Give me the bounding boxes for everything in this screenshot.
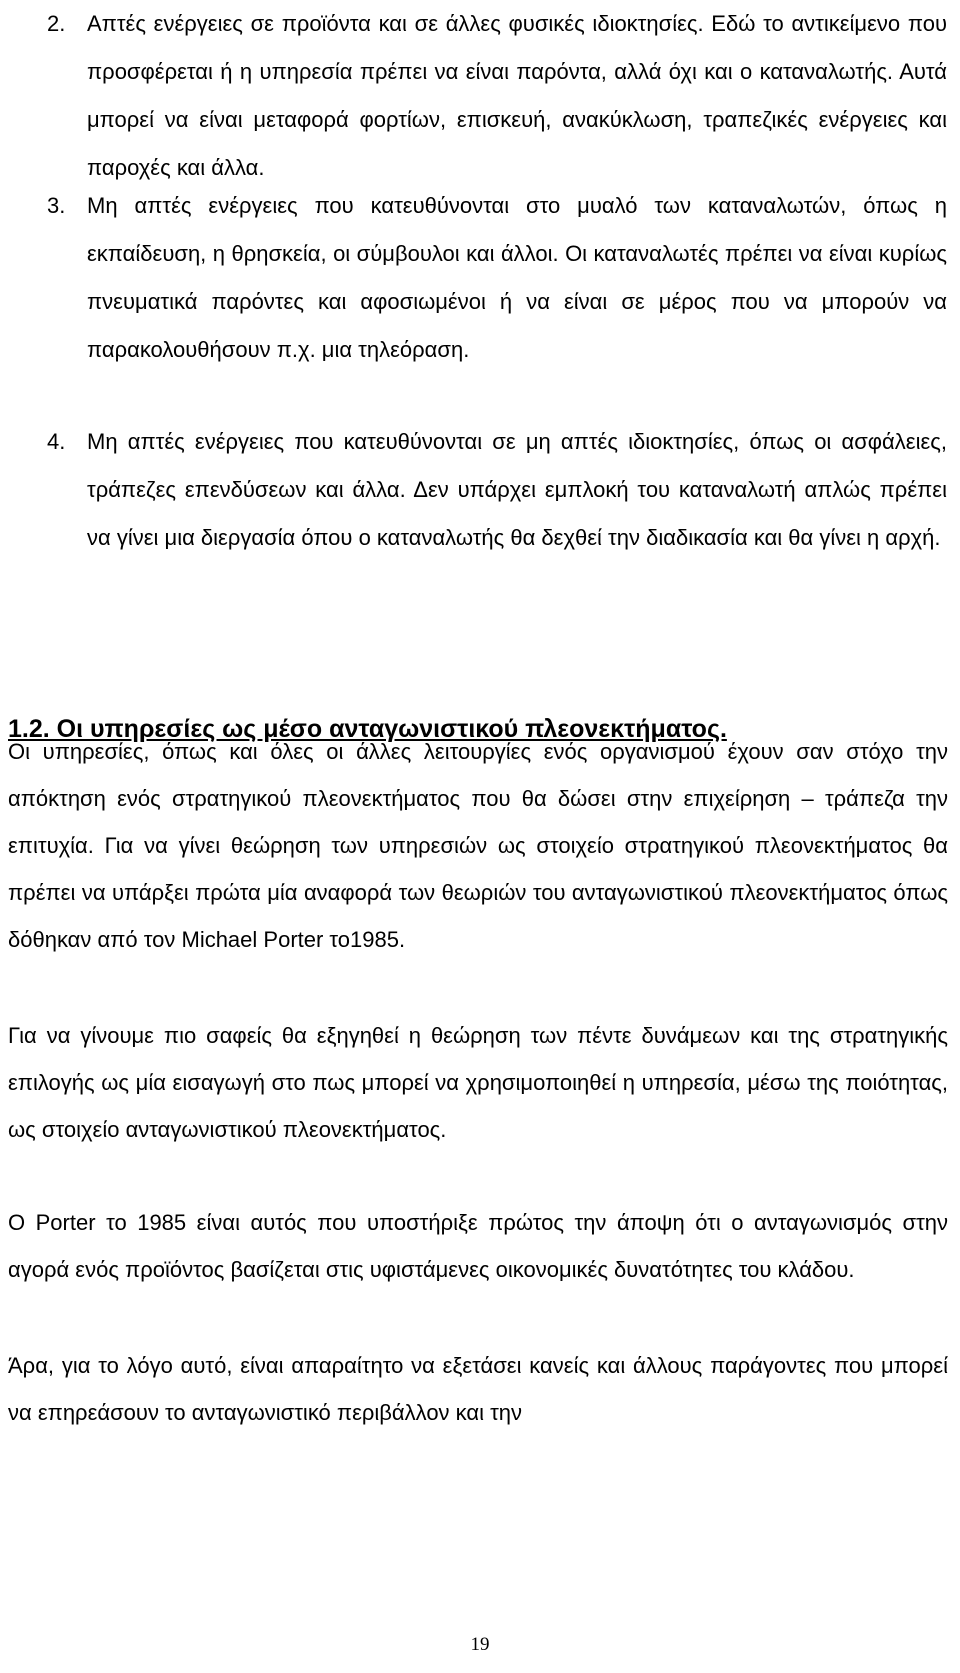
body-paragraph: Οι υπηρεσίες, όπως και όλες οι άλλες λειτουργίες ενός οργανισμού έχουν σαν στόχο την απόκτηση ενός στρατηγικού πλεονεκτήματος που θα δώσει στην επιχείρηση – τράπεζα την επιτυχία. Για να γίνει θεώρηση των υπηρεσιών ως στοιχείο στρατηγικού πλεονεκτήματος θα πρέπει να υπάρξει πρώτα μία αναφορά των θεωριών του ανταγωνιστικού πλεονεκτήματος όπως δόθηκαν από τον Michael Porter το1985. xyxy=(8,739,948,952)
list-item xyxy=(47,418,947,562)
list-item-number: 2. xyxy=(47,11,66,36)
list-item-text: Μη απτές ενέργειες που κατευθύνονται σε μη απτές ιδιοκτησίες, όπως οι ασφάλειες, τράπεζες επενδύσεων και άλλα. Δεν υπάρχει εμπλοκή του καταναλωτή απλώς πρέπει να γίνει μια διεργασία όπου ο καταναλωτής θα δεχθεί την διαδικασία και θα γίνει η αρχή. xyxy=(87,429,947,550)
list-item-number: 4. xyxy=(47,429,66,454)
body-paragraph: Άρα, για το λόγο αυτό, είναι απαραίτητο να εξετάσει κανείς και άλλους παράγοντες που μπορεί να επηρεάσουν το ανταγωνιστικό περιβάλλον και την xyxy=(8,1353,948,1425)
body-paragraph: Για να γίνουμε πιο σαφείς θα εξηγηθεί η θεώρηση των πέντε δυνάμεων και της στρατηγικής επιλογής ως μία εισαγωγή στο πως μπορεί να χρησιμοποιηθεί η υπηρεσία, μέσω της ποιότητας, ως στοιχείο ανταγωνιστικού πλεονεκτήματος. xyxy=(8,1023,948,1142)
body-paragraph: Ο Porter το 1985 είναι αυτός που υποστήριξε πρώτος την άποψη ότι ο ανταγωνισμός στην αγορά ενός προϊόντος βασίζεται στις υφιστάμενες οικονομικές δυνατότητες του κλάδου. xyxy=(8,1210,948,1282)
list-item-number: 3. xyxy=(47,193,66,218)
list-item-text: Απτές ενέργειες σε προϊόντα και σε άλλες φυσικές ιδιοκτησίες. Εδώ το αντικείμενο που προσφέρεται ή η υπηρεσία πρέπει να είναι παρόντα, αλλά όχι και ο καταναλωτής. Αυτά μπορεί να είναι μεταφορά φορτίων, επισκευή, ανακύκλωση, τραπεζικές ενέργειες και παροχές και άλλα. xyxy=(87,11,947,180)
page-number: 19 xyxy=(470,1634,490,1655)
section-heading: 1.2. Οι υπηρεσίες ως μέσο ανταγωνιστικού πλεονεκτήματος. xyxy=(8,715,727,743)
list-item-text: Μη απτές ενέργειες που κατευθύνονται στο μυαλό των καταναλωτών, όπως η εκπαίδευση, η θρησκεία, οι σύμβουλοι και άλλοι. Οι καταναλωτές πρέπει να είναι κυρίως πνευματικά παρόντες και αφοσιωμένοι ή να είναι σε μέρος που να μπορούν να παρακολουθήσουν π.χ. μια τηλεόραση. xyxy=(87,193,947,362)
list-item xyxy=(47,0,947,192)
list-item xyxy=(47,182,947,374)
